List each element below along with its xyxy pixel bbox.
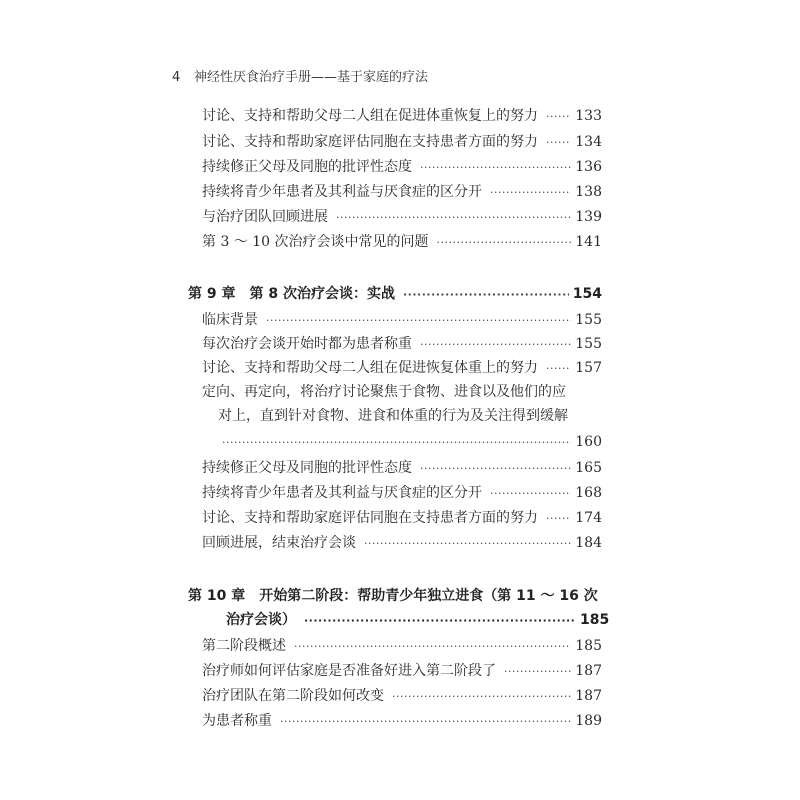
toc-entry-page: 134 [575, 134, 602, 150]
dot-leader [546, 359, 571, 379]
toc-entry-page: 157 [575, 360, 602, 376]
toc-entry-page: 141 [575, 234, 602, 250]
toc-entry-page: 174 [575, 510, 602, 526]
toc-entry-page: 136 [575, 159, 602, 175]
chapter-10-heading[interactable] [188, 586, 598, 606]
toc-entry[interactable] [202, 483, 602, 504]
toc-entry[interactable] [202, 182, 602, 203]
dot-leader [266, 311, 571, 331]
chapter-number: 第 10 章 [188, 588, 246, 604]
toc-entry-title: 第二阶段概述 [202, 638, 286, 654]
toc-entry-page: 139 [575, 209, 602, 225]
chapter-title-line2: 治疗会谈） [226, 612, 296, 628]
dot-leader [437, 233, 572, 253]
toc-entry[interactable] [202, 132, 602, 153]
toc-entry-page: 184 [575, 535, 602, 551]
dot-leader [420, 459, 571, 479]
toc-entry-page: 187 [575, 663, 602, 679]
toc-entry[interactable] [202, 106, 602, 127]
toc-entry[interactable] [202, 334, 602, 355]
toc-entry-page: 165 [575, 460, 602, 476]
toc-entry-title: 治疗团队在第二阶段如何改变 [202, 688, 384, 704]
toc-entry[interactable] [202, 157, 602, 178]
toc-entry-page: 168 [575, 485, 602, 501]
chapter-page: 185 [580, 612, 610, 628]
toc-entry[interactable] [202, 358, 602, 379]
toc-entry-title: 持续修正父母及同胞的批评性态度 [202, 159, 412, 175]
dot-leader [364, 534, 571, 554]
dot-leader [280, 712, 571, 732]
toc-entry-long-leader-line[interactable] [222, 432, 602, 453]
toc-entry-page: 160 [575, 434, 602, 450]
toc-entry[interactable] [202, 711, 602, 732]
toc-entry-title: 讨论、支持和帮助父母二人组在促进体重恢复上的努力 [202, 108, 538, 124]
dot-leader [304, 611, 576, 631]
toc-entry-long-line2[interactable]: 对上，直到针对食物、进食和体重的行为及关注得到缓解 [218, 408, 568, 424]
dot-leader [336, 208, 571, 228]
dot-leader [392, 687, 571, 707]
toc-entry-title: 讨论、支持和帮助家庭评估同胞在支持患者方面的努力 [202, 510, 538, 526]
dot-leader [490, 183, 571, 203]
dot-leader [546, 107, 571, 127]
chapter-10-heading-cont[interactable] [226, 610, 610, 631]
toc-entry[interactable] [202, 232, 602, 253]
toc-entry-title: 每次治疗会谈开始时都为患者称重 [202, 336, 412, 352]
dot-leader [294, 637, 571, 657]
dot-leader [420, 335, 571, 355]
chapter-9-heading[interactable] [188, 284, 602, 305]
dot-leader [490, 484, 571, 504]
toc-entry-page: 155 [575, 312, 602, 328]
chapter-page: 154 [572, 286, 602, 302]
toc-entry-title: 临床背景 [202, 312, 258, 328]
toc-entry[interactable] [202, 686, 602, 707]
header-book-title: 神经性厌食治疗手册——基于家庭的疗法 [194, 70, 429, 85]
toc-entry-page: 187 [575, 688, 602, 704]
toc-entry-page: 133 [575, 108, 602, 124]
toc-entry-title: 讨论、支持和帮助父母二人组在促进恢复体重上的努力 [202, 360, 538, 376]
dot-leader [504, 662, 571, 682]
running-head [172, 66, 428, 85]
chapter-title: 开始第二阶段：帮助青少年独立进食（第 11 ～ 16 次 [259, 588, 598, 604]
toc-entry[interactable] [202, 310, 602, 331]
toc-entry-title: 回顾进展，结束治疗会谈 [202, 535, 356, 551]
header-page-number: 4 [172, 70, 181, 85]
toc-entry-title: 治疗师如何评估家庭是否准备好进入第二阶段了 [202, 663, 496, 679]
chapter-number: 第 9 章 [188, 286, 236, 302]
toc-entry-page: 185 [575, 638, 602, 654]
toc-entry[interactable] [202, 533, 602, 554]
chapter-title: 第 8 次治疗会谈：实战 [249, 286, 395, 302]
toc-entry-page: 189 [575, 713, 602, 729]
toc-entry-title: 与治疗团队回顾进展 [202, 209, 328, 225]
toc-entry[interactable] [202, 636, 602, 657]
toc-entry[interactable] [202, 207, 602, 228]
dot-leader [546, 133, 571, 153]
toc-entry-title: 持续修正父母及同胞的批评性态度 [202, 460, 412, 476]
toc-entry-title: 讨论、支持和帮助家庭评估同胞在支持患者方面的努力 [202, 134, 538, 150]
toc-entry-long-line1[interactable]: 定向、再定向，将治疗讨论聚焦于食物、进食以及他们的应 [202, 384, 566, 400]
toc-entry[interactable] [202, 458, 602, 479]
toc-entry-page: 138 [575, 184, 602, 200]
toc-entry-title: 为患者称重 [202, 713, 272, 729]
dot-leader [403, 285, 569, 305]
toc-entry[interactable] [202, 508, 602, 529]
dot-leader [420, 158, 571, 178]
dot-leader [222, 433, 571, 453]
toc-entry[interactable] [202, 661, 602, 682]
toc-entry-title: 第 3 ～ 10 次治疗会谈中常见的问题 [202, 234, 429, 250]
toc-entry-title: 持续将青少年患者及其利益与厌食症的区分开 [202, 184, 482, 200]
toc-entry-title: 持续将青少年患者及其利益与厌食症的区分开 [202, 485, 482, 501]
toc-entry-page: 155 [575, 336, 602, 352]
dot-leader [546, 509, 571, 529]
